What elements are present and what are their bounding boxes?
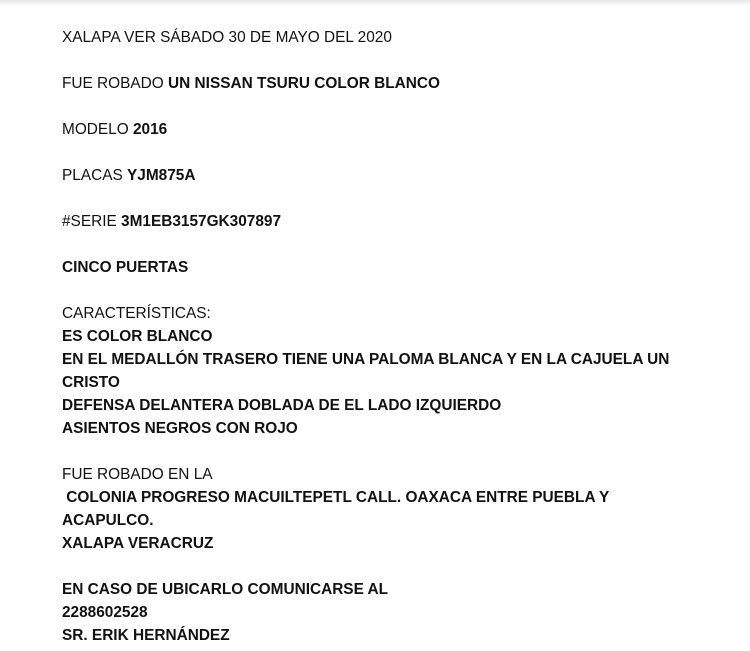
spacer — [62, 187, 742, 210]
serial-value: 3M1EB3157GK307897 — [121, 213, 282, 230]
location-line: XALAPA VERACRUZ — [62, 535, 214, 552]
feature-item: CRISTO — [62, 374, 120, 391]
feature-item: EN EL MEDALLÓN TRASERO TIENE UNA PALOMA BLANCA Y EN LA CAJUELA UN — [62, 351, 670, 368]
stolen-label: FUE ROBADO — [62, 75, 169, 92]
feature-item: DEFENSA DELANTERA DOBLADA DE EL LADO IZQUIERDO — [62, 397, 502, 414]
location-line: ACAPULCO. — [62, 512, 154, 529]
model-label: MODELO — [62, 121, 133, 138]
contact-instruction: EN CASO DE UBICARLO COMUNICARSE AL — [62, 581, 389, 598]
spacer — [62, 233, 742, 256]
date-line: XALAPA VER SÁBADO 30 DE MAYO DEL 2020 — [62, 29, 392, 46]
serial-line — [62, 210, 742, 233]
plates-label: PLACAS — [62, 167, 128, 184]
model-line — [62, 118, 742, 141]
doors-line: CINCO PUERTAS — [62, 259, 189, 276]
serial-label: #SERIE — [62, 213, 122, 230]
spacer — [62, 95, 742, 118]
plates-line — [62, 164, 742, 187]
stolen-vehicle-value: UN NISSAN TSURU COLOR BLANCO — [168, 75, 440, 92]
model-value: 2016 — [132, 121, 168, 138]
feature-item: ES COLOR BLANCO — [62, 328, 213, 345]
spacer — [62, 555, 742, 578]
feature-item: ASIENTOS NEGROS CON ROJO — [62, 420, 298, 437]
report-text — [62, 26, 742, 647]
spacer — [62, 279, 742, 302]
location-label: FUE ROBADO EN LA — [62, 466, 213, 483]
features-label: CARACTERÍSTICAS: — [62, 305, 211, 322]
spacer — [62, 49, 742, 72]
contact-phone: 2288602528 — [62, 604, 148, 621]
plates-value: YJM875A — [127, 167, 196, 184]
stolen-vehicle-line — [62, 72, 742, 95]
contact-name: SR. ERIK HERNÁNDEZ — [62, 627, 230, 644]
page-top-shadow — [0, 0, 750, 6]
spacer — [62, 440, 742, 463]
spacer — [62, 141, 742, 164]
location-line: COLONIA PROGRESO MACUILTEPETL CALL. OAXACA ENTRE PUEBLA Y — [62, 489, 610, 506]
